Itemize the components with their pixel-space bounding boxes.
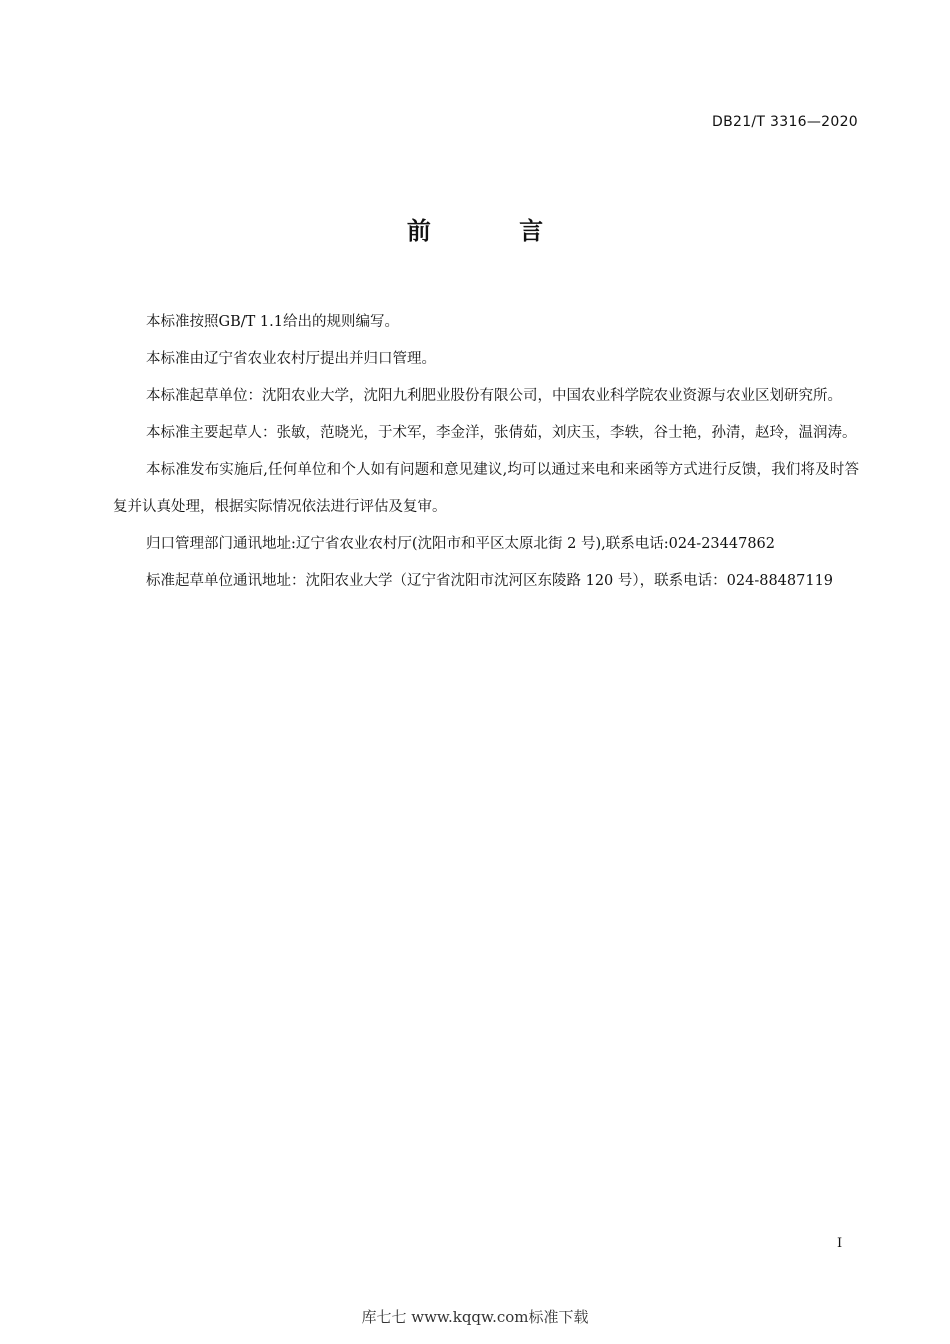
paragraph-drafting-units: 本标准起草单位：沈阳农业大学，沈阳九利肥业股份有限公司，中国农业科学院农业资源与农业区划研究所。 <box>146 388 842 404</box>
paragraph-drafting-rules: 本标准按照GB/T 1.1给出的规则编写。 <box>146 314 399 330</box>
document-code: DB21/T 3316—2020 <box>712 114 858 130</box>
paragraph-proposer: 本标准由辽宁省农业农村厅提出并归口管理。 <box>146 351 436 367</box>
paragraph-drafter-address: 标准起草单位通讯地址：沈阳农业大学（辽宁省沈阳市沈河区东陵路 120 号），联系电话：024-88487119 <box>146 573 834 589</box>
watermark-text: 库七七 www.kqqw.com标准下载 <box>361 1308 589 1326</box>
page-number: I <box>837 1236 843 1251</box>
page-title: 前 言 <box>406 217 584 245</box>
foreword-body <box>113 304 859 600</box>
paragraph-feedback: 本标准发布实施后,任何单位和个人如有问题和意见建议,均可以通过来电和来函等方式进行反馈，我们将及时答复并认真处理，根据实际情况依法进行评估及复审。 <box>113 462 859 515</box>
paragraph-drafters: 本标准主要起草人：张敏，范晓光，于术军，李金洋，张倩茹，刘庆玉，李轶，谷士艳，孙清，赵玲，温润涛。 <box>146 425 857 441</box>
paragraph-admin-address: 归口管理部门通讯地址:辽宁省农业农村厅(沈阳市和平区太原北街 2 号),联系电话:024-23447862 <box>146 536 776 552</box>
